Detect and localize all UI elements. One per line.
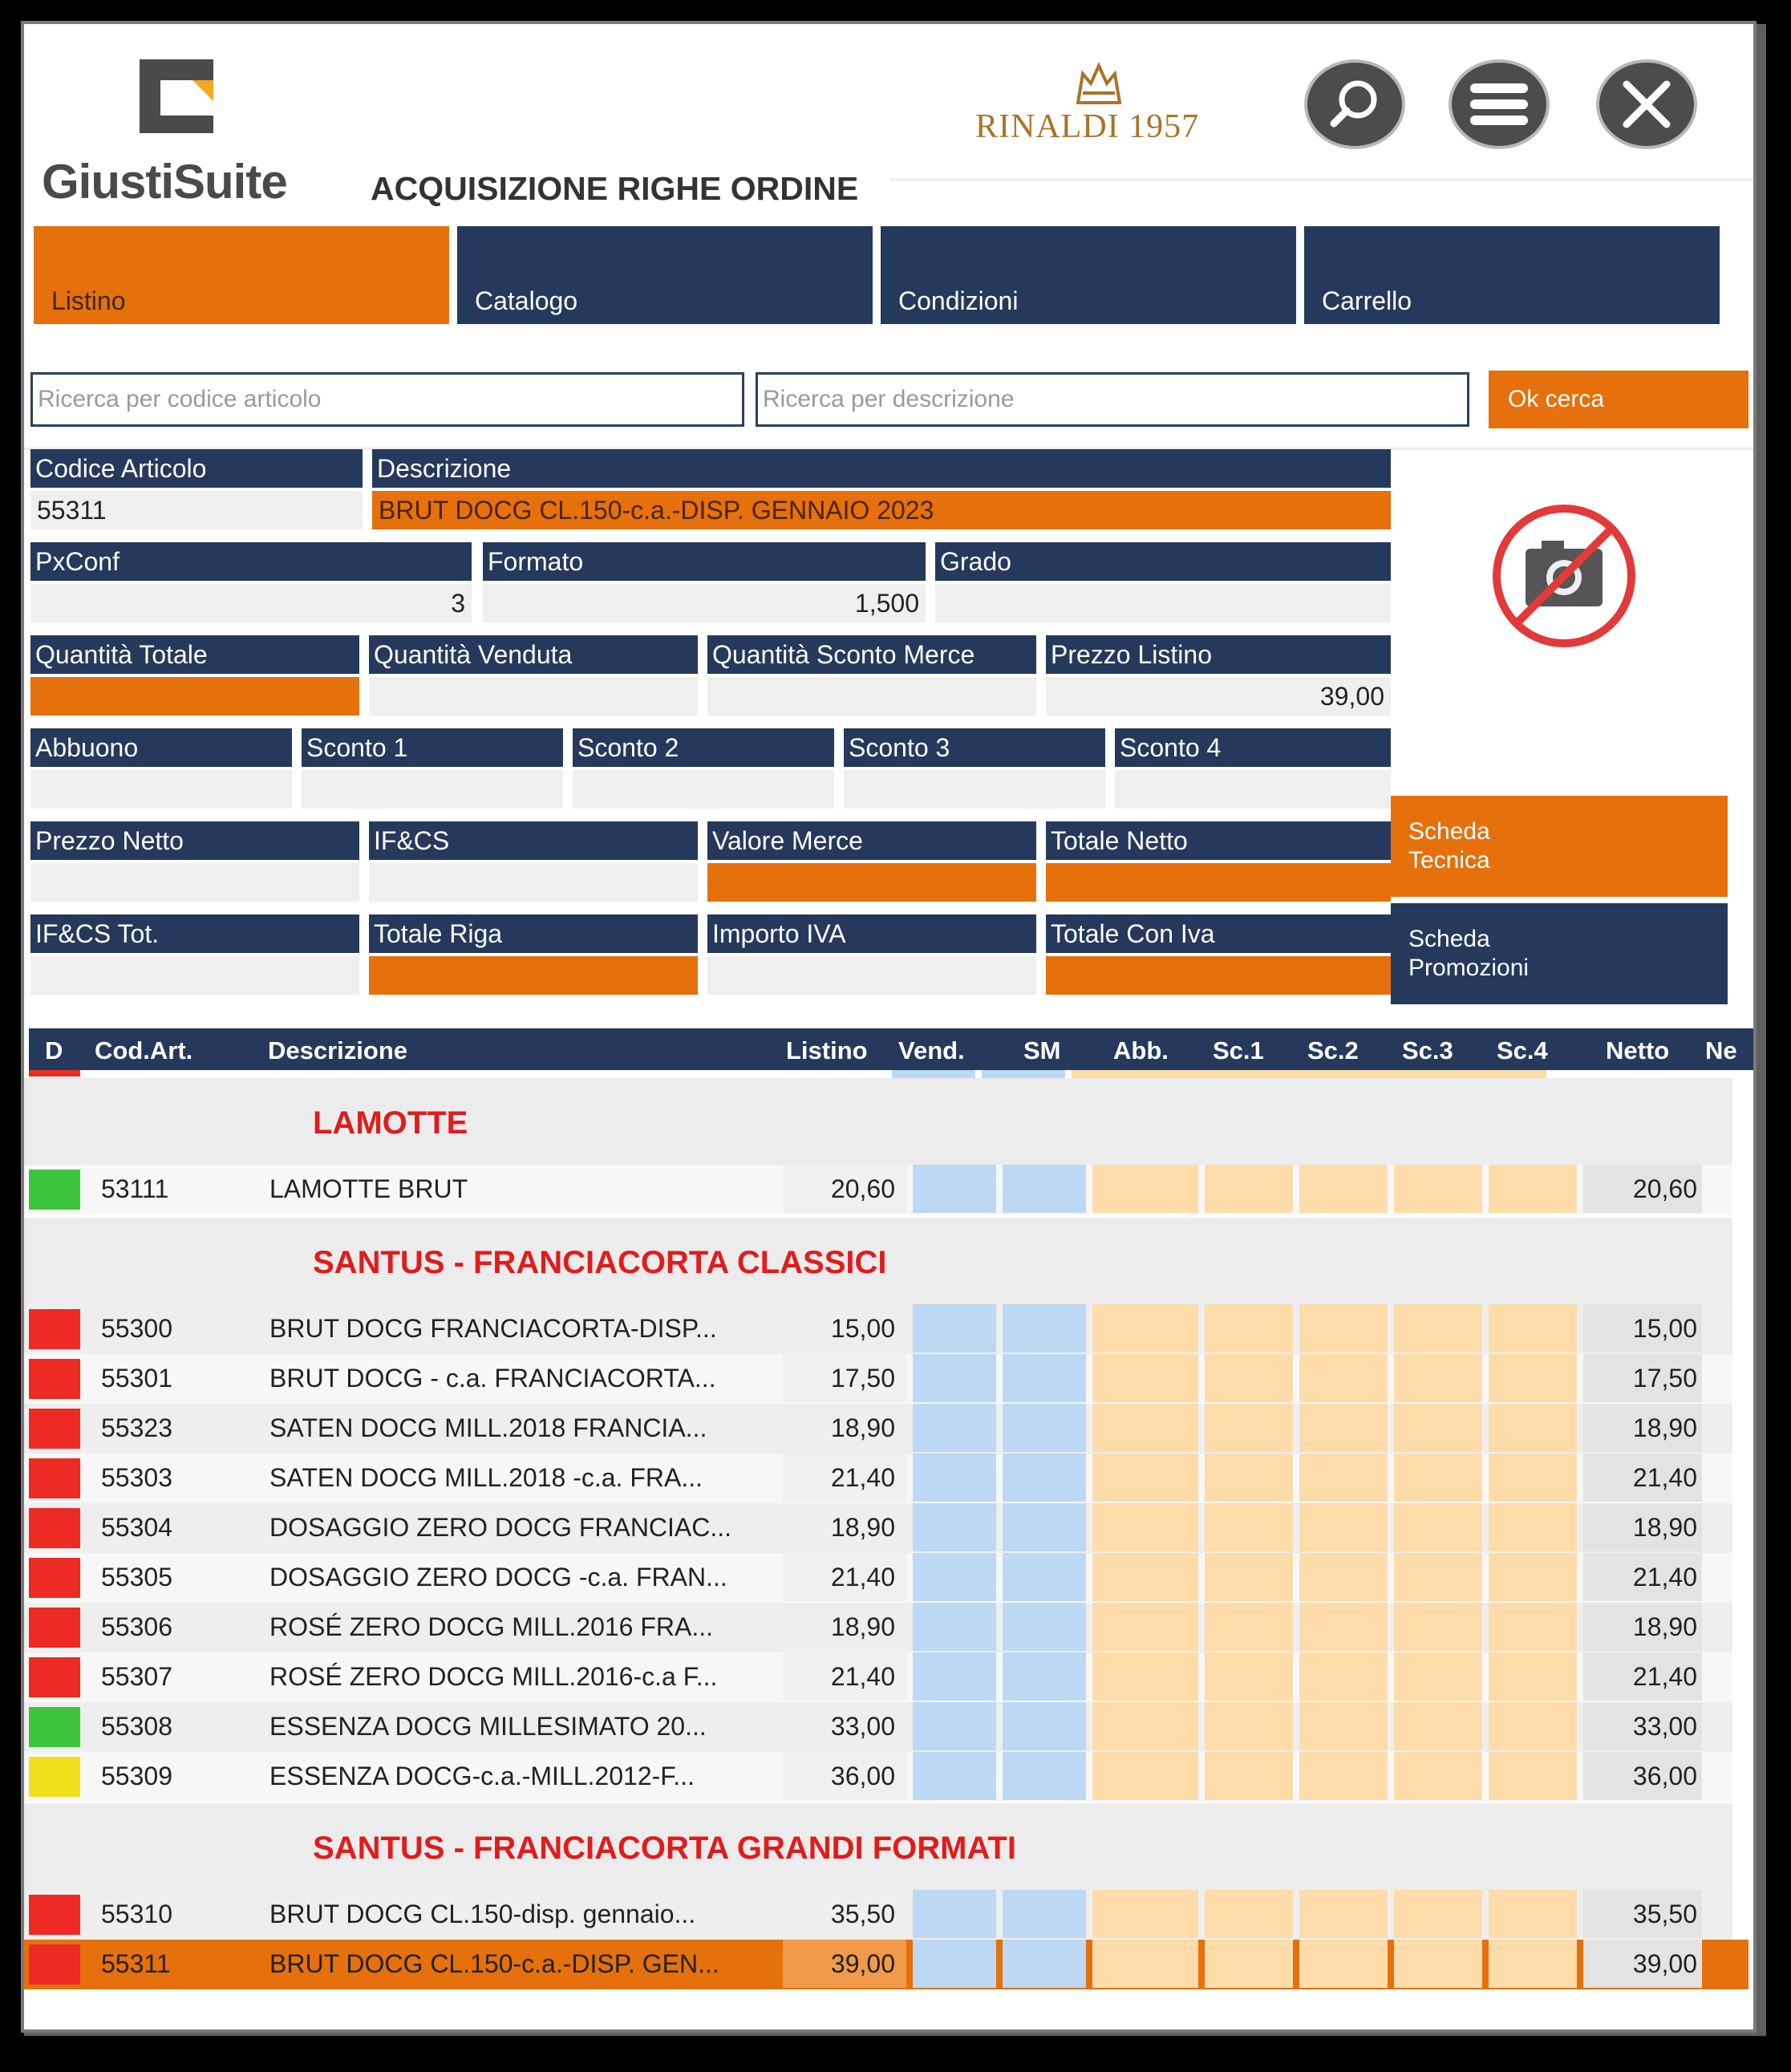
prezzo-listino-field[interactable]: 39,00 bbox=[1046, 677, 1391, 716]
abb-cell[interactable] bbox=[1092, 1603, 1198, 1651]
table-header bbox=[29, 1028, 1753, 1070]
abb-cell[interactable] bbox=[1092, 1553, 1198, 1601]
code-cell[interactable]: 55304 bbox=[101, 1512, 172, 1542]
abbuono-field[interactable] bbox=[30, 770, 292, 809]
sc2-cell[interactable] bbox=[1299, 1603, 1388, 1651]
search-icon bbox=[1324, 74, 1385, 135]
sc1-cell[interactable] bbox=[1205, 1553, 1293, 1601]
sc4-cell[interactable] bbox=[1489, 1752, 1577, 1800]
vend-cell[interactable] bbox=[913, 1652, 996, 1701]
code-cell[interactable]: 53111 bbox=[101, 1174, 169, 1203]
ifcs-tot-field[interactable] bbox=[30, 956, 359, 995]
abb-cell[interactable] bbox=[1092, 1940, 1198, 1988]
col-sc2-header[interactable]: Sc.2 bbox=[1307, 1036, 1359, 1064]
grado-label: Grado bbox=[935, 542, 1391, 581]
sm-cell[interactable] bbox=[1003, 1553, 1086, 1601]
abb-cell[interactable] bbox=[1092, 1304, 1198, 1352]
scheda-tecnica-label-2: Tecnica bbox=[1408, 847, 1490, 874]
netto-cell[interactable]: 21,40 bbox=[1583, 1454, 1702, 1502]
sc4-cell[interactable] bbox=[1489, 1603, 1577, 1651]
sc3-cell[interactable] bbox=[1394, 1165, 1482, 1213]
importo-iva-label: Importo IVA bbox=[707, 914, 1036, 953]
code-cell[interactable]: 55303 bbox=[101, 1462, 172, 1492]
abbuono-label: Abbuono bbox=[30, 728, 292, 767]
sm-cell[interactable] bbox=[1003, 1652, 1086, 1701]
sc2-cell[interactable] bbox=[1299, 1304, 1388, 1352]
table-row[interactable] bbox=[24, 1454, 1732, 1503]
grado-field[interactable] bbox=[935, 584, 1391, 622]
sc2-cell[interactable] bbox=[1299, 1503, 1388, 1551]
valore-merce-label: Valore Merce bbox=[707, 821, 1036, 860]
close-button[interactable] bbox=[1596, 59, 1697, 149]
sconto1-field[interactable] bbox=[302, 770, 563, 809]
scheda-promozioni-label-2: Promozioni bbox=[1408, 955, 1530, 981]
netto-cell[interactable]: 17,50 bbox=[1583, 1354, 1702, 1402]
col-vend-header[interactable]: Vend. bbox=[898, 1036, 965, 1064]
description-cell[interactable]: LAMOTTE BRUT bbox=[269, 1174, 468, 1203]
description-cell[interactable]: DOSAGGIO ZERO DOCG -c.a. FRAN... bbox=[269, 1562, 727, 1592]
vend-cell[interactable] bbox=[913, 1304, 996, 1352]
sc1-cell[interactable] bbox=[1205, 1354, 1293, 1402]
listino-cell[interactable]: 33,00 bbox=[783, 1702, 906, 1750]
vend-cell[interactable] bbox=[913, 1354, 996, 1402]
totale-riga-label: Totale Riga bbox=[369, 914, 698, 953]
sc2-cell[interactable] bbox=[1299, 1165, 1388, 1213]
netto-cell[interactable]: 18,90 bbox=[1583, 1503, 1702, 1551]
table-row[interactable] bbox=[24, 1752, 1732, 1802]
abb-cell[interactable] bbox=[1092, 1165, 1198, 1213]
table-row[interactable] bbox=[24, 1553, 1732, 1603]
table-row[interactable] bbox=[24, 1603, 1732, 1652]
codice-articolo-label: Codice Articolo bbox=[30, 449, 363, 488]
abb-cell[interactable] bbox=[1092, 1652, 1198, 1701]
abb-cell[interactable] bbox=[1092, 1404, 1198, 1452]
sc3-cell[interactable] bbox=[1394, 1652, 1482, 1701]
sc3-cell[interactable] bbox=[1394, 1304, 1482, 1352]
flag-indicator bbox=[29, 1508, 80, 1548]
flag-indicator bbox=[29, 1707, 80, 1747]
table-body[interactable] bbox=[24, 1070, 1753, 2029]
netto-cell[interactable]: 35,50 bbox=[1583, 1890, 1702, 1938]
page-title: ACQUISIZIONE RIGHE ORDINE bbox=[371, 170, 859, 207]
col-sc4-header[interactable]: Sc.4 bbox=[1497, 1036, 1548, 1064]
vend-cell[interactable] bbox=[913, 1702, 996, 1750]
search-button[interactable] bbox=[1304, 59, 1405, 149]
totale-netto-field[interactable] bbox=[1046, 863, 1391, 902]
tab-condizioni[interactable]: Condizioni bbox=[881, 226, 1296, 324]
sc1-cell[interactable] bbox=[1205, 1404, 1293, 1452]
netto-cell[interactable]: 21,40 bbox=[1583, 1652, 1702, 1701]
listino-cell[interactable]: 20,60 bbox=[783, 1165, 906, 1213]
table-row[interactable] bbox=[24, 1652, 1732, 1702]
prezzo-listino-label: Prezzo Listino bbox=[1046, 635, 1391, 674]
description-cell[interactable]: ESSENZA DOCG-c.a.-MILL.2012-F... bbox=[269, 1761, 695, 1790]
prezzo-netto-field[interactable] bbox=[30, 863, 359, 902]
col-sc1-header[interactable]: Sc.1 bbox=[1213, 1036, 1264, 1064]
abb-cell[interactable] bbox=[1092, 1702, 1198, 1750]
code-cell[interactable]: 55308 bbox=[101, 1711, 172, 1741]
listino-cell[interactable]: 18,90 bbox=[783, 1404, 906, 1452]
tab-listino[interactable]: Listino bbox=[34, 226, 449, 324]
netto-cell[interactable]: 15,00 bbox=[1583, 1304, 1702, 1352]
flag-indicator bbox=[29, 1657, 80, 1697]
sc3-cell[interactable] bbox=[1394, 1354, 1482, 1402]
quantita-totale-label: Quantità Totale bbox=[30, 635, 359, 674]
listino-cell[interactable]: 35,50 bbox=[783, 1890, 906, 1938]
code-cell[interactable]: 55306 bbox=[101, 1612, 172, 1641]
vend-cell[interactable] bbox=[913, 1454, 996, 1502]
vend-cell[interactable] bbox=[913, 1603, 996, 1651]
sc4-cell[interactable] bbox=[1489, 1652, 1577, 1701]
pxconf-field[interactable]: 3 bbox=[30, 584, 472, 622]
listino-cell[interactable]: 18,90 bbox=[783, 1503, 906, 1551]
sc4-cell[interactable] bbox=[1489, 1404, 1577, 1452]
vend-cell[interactable] bbox=[913, 1553, 996, 1601]
abb-cell[interactable] bbox=[1092, 1454, 1198, 1502]
sc1-cell[interactable] bbox=[1205, 1702, 1293, 1750]
sc4-cell[interactable] bbox=[1489, 1454, 1577, 1502]
listino-cell[interactable]: 39,00 bbox=[783, 1940, 906, 1988]
netto-cell[interactable]: 18,90 bbox=[1583, 1603, 1702, 1651]
listino-cell[interactable]: 21,40 bbox=[783, 1652, 906, 1701]
description-cell[interactable]: BRUT DOCG FRANCIACORTA-DISP... bbox=[269, 1313, 717, 1343]
abb-cell[interactable] bbox=[1092, 1354, 1198, 1402]
netto-cell[interactable]: 20,60 bbox=[1583, 1165, 1702, 1213]
sc1-cell[interactable] bbox=[1205, 1603, 1293, 1651]
sc1-cell[interactable] bbox=[1205, 1652, 1293, 1701]
sc2-cell[interactable] bbox=[1299, 1404, 1388, 1452]
sc2-cell[interactable] bbox=[1299, 1702, 1388, 1750]
sc4-cell[interactable] bbox=[1489, 1165, 1577, 1213]
table-row[interactable] bbox=[24, 1702, 1732, 1752]
sc1-cell[interactable] bbox=[1205, 1165, 1293, 1213]
description-cell[interactable]: BRUT DOCG CL.150-disp. gennaio... bbox=[269, 1899, 696, 1928]
col-ne-header[interactable]: Ne bbox=[1705, 1036, 1737, 1064]
abb-cell[interactable] bbox=[1092, 1890, 1198, 1938]
formato-field[interactable]: 1,500 bbox=[483, 584, 926, 622]
abb-cell[interactable] bbox=[1092, 1503, 1198, 1551]
app-window bbox=[21, 21, 1757, 2033]
valore-merce-field[interactable] bbox=[707, 863, 1036, 902]
listino-cell[interactable]: 15,00 bbox=[783, 1304, 906, 1352]
sconto2-label: Sconto 2 bbox=[573, 728, 834, 767]
abb-cell[interactable] bbox=[1092, 1752, 1198, 1800]
sm-cell[interactable] bbox=[1003, 1752, 1086, 1800]
code-cell[interactable]: 55311 bbox=[101, 1948, 171, 1978]
code-cell[interactable]: 55309 bbox=[101, 1761, 172, 1790]
sc4-cell[interactable] bbox=[1489, 1890, 1577, 1938]
totale-con-iva-label: Totale Con Iva bbox=[1046, 914, 1391, 953]
sc4-cell[interactable] bbox=[1489, 1553, 1577, 1601]
importo-iva-field[interactable] bbox=[707, 956, 1036, 995]
table-row[interactable] bbox=[24, 1890, 1732, 1940]
sc1-cell[interactable] bbox=[1205, 1940, 1293, 1988]
sc2-cell[interactable] bbox=[1299, 1940, 1388, 1988]
listino-cell[interactable]: 18,90 bbox=[783, 1603, 906, 1651]
code-cell[interactable]: 55305 bbox=[101, 1562, 172, 1592]
sm-cell[interactable] bbox=[1003, 1603, 1086, 1651]
totale-netto-label: Totale Netto bbox=[1046, 821, 1391, 860]
description-cell[interactable]: ROSÉ ZERO DOCG MILL.2016-c.a F... bbox=[269, 1661, 718, 1691]
table-row[interactable] bbox=[24, 1503, 1732, 1553]
col-sm-header[interactable]: SM bbox=[1023, 1036, 1061, 1064]
quantita-venduta-field[interactable] bbox=[369, 677, 698, 716]
sc1-cell[interactable] bbox=[1205, 1304, 1293, 1352]
flag-indicator bbox=[29, 1070, 80, 1077]
vend-cell[interactable] bbox=[913, 1752, 996, 1800]
sc3-cell[interactable] bbox=[1394, 1503, 1482, 1551]
search-description-input[interactable] bbox=[756, 372, 1469, 427]
sm-cell[interactable] bbox=[1003, 1702, 1086, 1750]
description-cell[interactable]: DOSAGGIO ZERO DOCG FRANCIAC... bbox=[269, 1512, 732, 1542]
tab-catalogo[interactable]: Catalogo bbox=[457, 226, 873, 324]
flag-indicator bbox=[29, 1944, 80, 1985]
table-row[interactable] bbox=[24, 1404, 1732, 1454]
sconto4-label: Sconto 4 bbox=[1115, 728, 1391, 767]
sc2-cell[interactable] bbox=[1299, 1454, 1388, 1502]
group-title: SANTUS - FRANCIACORTA GRANDI FORMATI bbox=[313, 1831, 1016, 1866]
flag-indicator bbox=[29, 1757, 80, 1797]
scheda-promozioni-button[interactable] bbox=[1391, 903, 1728, 1004]
flag-indicator bbox=[29, 1558, 80, 1598]
sc4-cell[interactable] bbox=[1489, 1940, 1577, 1988]
menu-icon bbox=[1467, 80, 1531, 128]
no-photo-icon bbox=[1484, 496, 1644, 656]
sm-cell[interactable] bbox=[1003, 1940, 1086, 1988]
descrizione-field[interactable]: BRUT DOCG CL.150-c.a.-DISP. GENNAIO 2023 bbox=[372, 491, 1391, 529]
sc2-cell[interactable] bbox=[1299, 1652, 1388, 1701]
menu-button[interactable] bbox=[1449, 59, 1550, 149]
header-divider bbox=[890, 178, 1753, 181]
table-row[interactable] bbox=[24, 1940, 1748, 1989]
description-cell[interactable]: BRUT DOCG CL.150-c.a.-DISP. GEN... bbox=[269, 1948, 719, 1978]
vend-cell[interactable] bbox=[913, 1404, 996, 1452]
codice-articolo-field[interactable]: 55311 bbox=[30, 491, 363, 529]
sc4-cell[interactable] bbox=[1489, 1354, 1577, 1402]
listino-cell[interactable]: 21,40 bbox=[783, 1454, 906, 1502]
netto-cell[interactable]: 21,40 bbox=[1583, 1553, 1702, 1601]
description-cell[interactable]: ESSENZA DOCG MILLESIMATO 20... bbox=[269, 1711, 707, 1741]
flag-indicator bbox=[29, 1458, 80, 1498]
ifcs-field[interactable] bbox=[369, 863, 698, 902]
sm-cell[interactable] bbox=[1003, 1890, 1086, 1938]
col-desc-header[interactable]: Descrizione bbox=[268, 1036, 408, 1064]
sc1-cell[interactable] bbox=[1205, 1752, 1293, 1800]
sconto4-field[interactable] bbox=[1115, 770, 1391, 809]
netto-cell[interactable]: 33,00 bbox=[1583, 1702, 1702, 1750]
group-header bbox=[24, 1078, 1732, 1165]
description-cell[interactable]: ROSÉ ZERO DOCG MILL.2016 FRA... bbox=[269, 1612, 714, 1641]
col-d-header[interactable]: D bbox=[45, 1036, 63, 1064]
netto-cell[interactable]: 18,90 bbox=[1583, 1404, 1702, 1452]
sc4-cell[interactable] bbox=[1489, 1702, 1577, 1750]
brand-name: GiustiSuite bbox=[42, 155, 287, 209]
ifcs-label: IF&CS bbox=[369, 821, 698, 860]
sc1-cell[interactable] bbox=[1205, 1454, 1293, 1502]
ifcs-tot-label: IF&CS Tot. bbox=[30, 914, 359, 953]
netto-cell[interactable]: 36,00 bbox=[1583, 1752, 1702, 1800]
code-cell[interactable]: 55301 bbox=[101, 1363, 172, 1393]
sm-cell[interactable] bbox=[1003, 1404, 1086, 1452]
scheda-tecnica-button[interactable] bbox=[1391, 796, 1728, 897]
sconto2-field[interactable] bbox=[573, 770, 834, 809]
sc3-cell[interactable] bbox=[1394, 1454, 1482, 1502]
sconto3-label: Sconto 3 bbox=[844, 728, 1105, 767]
search-code-input[interactable] bbox=[30, 372, 744, 427]
col-cod-header[interactable]: Cod.Art. bbox=[95, 1036, 193, 1064]
rinaldi-crest-icon bbox=[1067, 59, 1131, 107]
scheda-promozioni-label-1: Scheda bbox=[1408, 926, 1490, 952]
totale-con-iva-field[interactable] bbox=[1046, 956, 1391, 995]
descrizione-label: Descrizione bbox=[372, 449, 1391, 488]
partner-logo: RINALDI 1957 bbox=[975, 108, 1200, 145]
group-title: LAMOTTE bbox=[313, 1105, 468, 1141]
col-sc3-header[interactable]: Sc.3 bbox=[1402, 1036, 1453, 1064]
code-cell[interactable]: 55310 bbox=[101, 1899, 172, 1928]
code-cell[interactable]: 55307 bbox=[101, 1661, 172, 1691]
sconto3-field[interactable] bbox=[844, 770, 1105, 809]
listino-cell[interactable]: 17,50 bbox=[783, 1354, 906, 1402]
col-netto-header[interactable]: Netto bbox=[1606, 1036, 1670, 1064]
sc4-cell[interactable] bbox=[1489, 1503, 1577, 1551]
table-row[interactable] bbox=[24, 1165, 1732, 1214]
sm-cell[interactable] bbox=[1003, 1503, 1086, 1551]
col-abb-header[interactable]: Abb. bbox=[1113, 1036, 1169, 1064]
sc3-cell[interactable] bbox=[1394, 1702, 1482, 1750]
table-row[interactable] bbox=[24, 1354, 1732, 1404]
code-cell[interactable]: 55323 bbox=[101, 1413, 172, 1442]
formato-label: Formato bbox=[483, 542, 926, 581]
tab-carrello[interactable]: Carrello bbox=[1304, 226, 1720, 324]
group-header bbox=[24, 1803, 1732, 1890]
quantita-venduta-label: Quantità Venduta bbox=[369, 635, 698, 674]
prezzo-netto-label: Prezzo Netto bbox=[30, 821, 359, 860]
scheda-tecnica-label-1: Scheda bbox=[1408, 818, 1490, 845]
vend-cell[interactable] bbox=[913, 1503, 996, 1551]
quantita-sconto-merce-label: Quantità Sconto Merce bbox=[707, 635, 1036, 674]
quantita-sconto-merce-field[interactable] bbox=[707, 677, 1036, 716]
flag-indicator bbox=[29, 1309, 80, 1349]
code-cell[interactable]: 55300 bbox=[101, 1313, 172, 1343]
sc3-cell[interactable] bbox=[1394, 1940, 1482, 1988]
description-cell[interactable]: SATEN DOCG MILL.2018 FRANCIA... bbox=[269, 1413, 707, 1442]
sc2-cell[interactable] bbox=[1299, 1553, 1388, 1601]
sc1-cell[interactable] bbox=[1205, 1890, 1293, 1938]
flag-indicator bbox=[29, 1608, 80, 1648]
giustisuite-logo-icon bbox=[140, 59, 213, 133]
sc1-cell[interactable] bbox=[1205, 1503, 1293, 1551]
flag-indicator bbox=[29, 1895, 80, 1935]
sc3-cell[interactable] bbox=[1394, 1603, 1482, 1651]
ok-search-button[interactable]: Ok cerca bbox=[1489, 371, 1748, 428]
sm-cell[interactable] bbox=[1003, 1165, 1086, 1213]
listino-cell[interactable]: 21,40 bbox=[783, 1553, 906, 1601]
group-header bbox=[24, 1218, 1732, 1304]
sconto1-label: Sconto 1 bbox=[302, 728, 563, 767]
sc4-cell[interactable] bbox=[1489, 1304, 1577, 1352]
table-row[interactable] bbox=[24, 1304, 1732, 1354]
sc2-cell[interactable] bbox=[1299, 1890, 1388, 1938]
sc3-cell[interactable] bbox=[1394, 1752, 1482, 1800]
listino-cell[interactable]: 36,00 bbox=[783, 1752, 906, 1800]
netto-cell[interactable]: 39,00 bbox=[1583, 1940, 1702, 1988]
vend-cell[interactable] bbox=[913, 1890, 996, 1938]
vend-cell[interactable] bbox=[913, 1940, 996, 1988]
description-cell[interactable]: SATEN DOCG MILL.2018 -c.a. FRA... bbox=[269, 1462, 703, 1492]
sc2-cell[interactable] bbox=[1299, 1752, 1388, 1800]
sc3-cell[interactable] bbox=[1394, 1553, 1482, 1601]
sc3-cell[interactable] bbox=[1394, 1890, 1482, 1938]
group-title: SANTUS - FRANCIACORTA CLASSICI bbox=[313, 1245, 887, 1280]
sc2-cell[interactable] bbox=[1299, 1354, 1388, 1402]
col-listino-header[interactable]: Listino bbox=[786, 1036, 868, 1064]
flag-indicator bbox=[29, 1170, 80, 1210]
sm-cell[interactable] bbox=[1003, 1454, 1086, 1502]
vend-cell[interactable] bbox=[913, 1165, 996, 1213]
flag-indicator bbox=[29, 1359, 80, 1399]
sm-cell[interactable] bbox=[1003, 1304, 1086, 1352]
close-icon bbox=[1619, 76, 1675, 132]
description-cell[interactable]: BRUT DOCG - c.a. FRANCIACORTA... bbox=[269, 1363, 716, 1393]
quantita-totale-field[interactable] bbox=[30, 677, 359, 716]
sc3-cell[interactable] bbox=[1394, 1404, 1482, 1452]
totale-riga-field[interactable] bbox=[369, 956, 698, 995]
sm-cell[interactable] bbox=[1003, 1354, 1086, 1402]
flag-indicator bbox=[29, 1409, 80, 1449]
pxconf-label: PxConf bbox=[30, 542, 472, 581]
